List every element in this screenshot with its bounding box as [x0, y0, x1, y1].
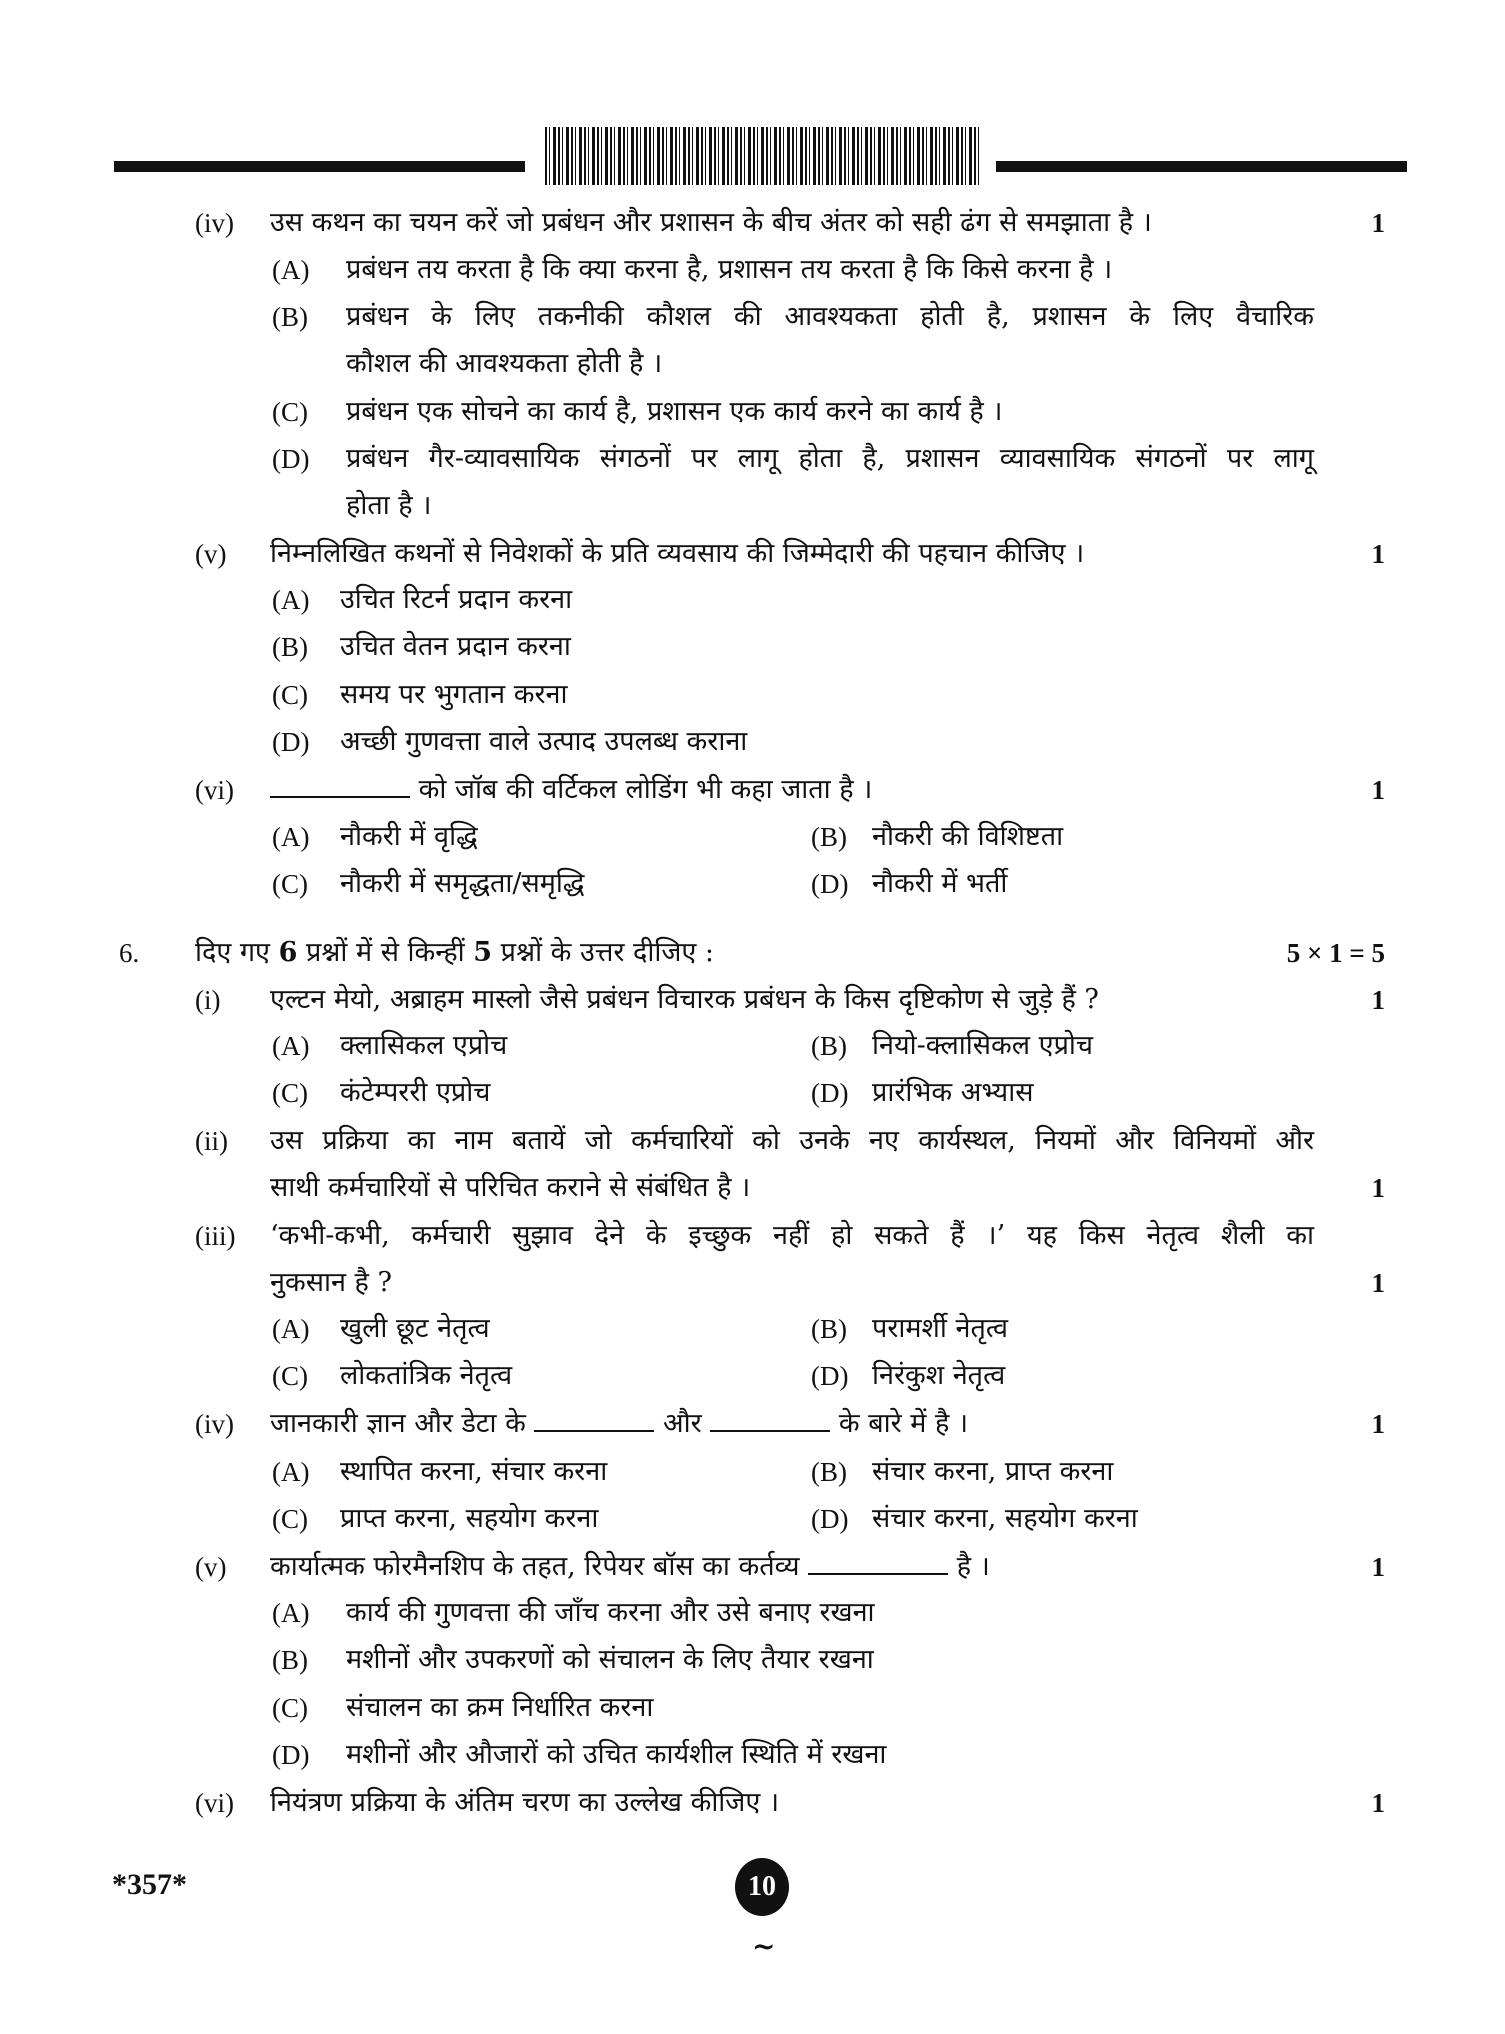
option-label: (D) [272, 1740, 310, 1770]
instruction-part: प्रश्नों के उत्तर दीजिए : [492, 937, 715, 968]
question-text [270, 1407, 968, 1441]
option-text: प्रबंधन एक सोचने का कार्य है, प्रशासन एक कार्य करने का कार्य है । [346, 396, 1003, 427]
bottom-mark: ~ [752, 1930, 776, 1963]
option-text-cont: कौशल की आवश्यकता होती है । [346, 348, 663, 379]
option-label: (D) [811, 1361, 849, 1391]
question-text: उस कथन का चयन करें जो प्रबंधन और प्रशासन के बीच अंतर को सही ढंग से समझाता है । [270, 207, 1152, 238]
option-text-cont: होता है । [346, 490, 432, 521]
option-label: (C) [272, 1078, 308, 1108]
question-number: (iii) [195, 1221, 236, 1251]
option-label: (A) [272, 1314, 310, 1344]
option-text: प्रबंधन के लिए तकनीकी कौशल की आवश्यकता होती है, प्रशासन के लिए वैचारिक [346, 301, 1314, 332]
option-text: परामर्शी नेतृत्व [872, 1313, 1008, 1344]
option-label: (A) [272, 822, 310, 852]
question-6-marks: 5 × 1 = 5 [1286, 938, 1385, 968]
instruction-count: 5 [473, 937, 493, 968]
question-text-part: को जॉब की वर्टिकल लोडिंग भी कहा जाता है । [418, 774, 873, 805]
question-marks: 1 [1371, 1173, 1385, 1203]
question-text-part: कार्यात्मक फोरमैनशिप के तहत, रिपेयर बॉस का कर्तव्य [270, 1551, 800, 1582]
question-text-part: है । [956, 1551, 990, 1582]
question-number: (i) [195, 985, 221, 1015]
option-text: संचार करना, प्राप्त करना [872, 1456, 1114, 1487]
question-text: एल्टन मेयो, अब्राहम मास्लो जैसे प्रबंधन विचारक प्रबंधन के किस दृष्टिकोण से जुड़े हैं ? [270, 984, 1099, 1015]
question-number: (v) [195, 1552, 227, 1582]
question-text-cont: नुकसान है ? [270, 1267, 392, 1298]
question-text-cont: साथी कर्मचारियों से परिचित कराने से संबंधित है । [270, 1172, 751, 1203]
option-label: (A) [272, 1598, 310, 1628]
question-marks: 1 [1371, 985, 1385, 1015]
question-text-part: के बारे में है । [838, 1408, 969, 1439]
paper-code: *357* [112, 1868, 187, 1901]
option-text: स्थापित करना, संचार करना [340, 1456, 608, 1487]
option-text: खुली छूट नेतृत्व [340, 1313, 490, 1344]
question-text: उस प्रक्रिया का नाम बतायें जो कर्मचारियों को उनके नए कार्यस्थल, नियमों और विनियमों और [270, 1125, 1314, 1156]
option-text: प्रारंभिक अभ्यास [872, 1077, 1034, 1108]
option-text: मशीनों और उपकरणों को संचालन के लिए तैयार रखना [346, 1644, 874, 1675]
instruction-count: 6 [278, 937, 298, 968]
option-label: (B) [272, 302, 308, 332]
option-text: कंटेम्पररी एप्रोच [340, 1077, 491, 1108]
header-rule-left [114, 161, 525, 172]
option-text: नौकरी की विशिष्टता [872, 821, 1064, 852]
option-label: (C) [272, 869, 308, 899]
option-text: संचालन का क्रम निर्धारित करना [346, 1692, 654, 1723]
instruction-part: प्रश्नों में से किन्हीं [297, 937, 474, 968]
option-label: (D) [272, 727, 310, 757]
fill-in-blank [710, 1408, 830, 1432]
option-text: प्रबंधन गैर-व्यावसायिक संगठनों पर लागू होता है, प्रशासन व्यावसायिक संगठनों पर लागू [346, 443, 1314, 474]
question-marks: 1 [1371, 1268, 1385, 1298]
question-number: (vi) [195, 775, 234, 805]
option-label: (B) [811, 1031, 847, 1061]
question-text-part: और [663, 1408, 702, 1439]
question-marks: 1 [1371, 1552, 1385, 1582]
question-text: निम्नलिखित कथनों से निवेशकों के प्रति व्यवसाय की जिम्मेदारी की पहचान कीजिए । [270, 538, 1085, 569]
option-label: (C) [272, 1504, 308, 1534]
option-label: (D) [272, 444, 310, 474]
option-label: (D) [811, 1078, 849, 1108]
question-marks: 1 [1371, 208, 1385, 238]
question-text [270, 773, 872, 807]
option-label: (B) [272, 632, 308, 662]
option-label: (B) [811, 1314, 847, 1344]
option-text: निरंकुश नेतृत्व [872, 1360, 1006, 1391]
option-label: (C) [272, 1361, 308, 1391]
option-text: नौकरी में भर्ती [872, 868, 1008, 899]
option-label: (C) [272, 680, 308, 710]
barcode [545, 127, 982, 185]
option-text: उचित वेतन प्रदान करना [340, 631, 571, 662]
option-text: अच्छी गुणवत्ता वाले उत्पाद उपलब्ध कराना [340, 726, 748, 757]
instruction-part: दिए गए [195, 937, 279, 968]
question-text [270, 1550, 990, 1584]
question-number: (v) [195, 539, 227, 569]
question-marks: 1 [1371, 1409, 1385, 1439]
question-6-instruction [195, 936, 714, 970]
option-label: (A) [272, 1457, 310, 1487]
option-label: (D) [811, 869, 849, 899]
fill-in-blank [808, 1551, 948, 1575]
question-number: (iv) [195, 208, 234, 238]
option-label: (A) [272, 255, 310, 285]
option-label: (A) [272, 585, 310, 615]
option-text: लोकतांत्रिक नेतृत्व [340, 1360, 513, 1391]
option-text: संचार करना, सहयोग करना [872, 1503, 1138, 1534]
option-text: समय पर भुगतान करना [340, 679, 568, 710]
option-text: नौकरी में समृद्धता/समृद्धि [340, 868, 585, 899]
option-label: (B) [811, 822, 847, 852]
option-text: मशीनों और औजारों को उचित कार्यशील स्थिति में रखना [346, 1739, 887, 1770]
question-marks: 1 [1371, 775, 1385, 805]
header-rule-right [996, 161, 1407, 172]
option-text: प्राप्त करना, सहयोग करना [340, 1503, 599, 1534]
option-label: (C) [272, 1693, 308, 1723]
question-text: ‘कभी-कभी, कर्मचारी सुझाव देने के इच्छुक नहीं हो सकते हैं ।’ यह किस नेतृत्व शैली का [270, 1220, 1314, 1251]
option-text: प्रबंधन तय करता है कि क्या करना है, प्रशासन तय करता है कि किसे करना है । [346, 254, 1113, 285]
option-label: (B) [272, 1645, 308, 1675]
option-text: नौकरी में वृद्धि [340, 821, 478, 852]
question-6-number: 6. [119, 938, 140, 968]
option-text: क्लासिकल एप्रोच [340, 1030, 508, 1061]
question-number: (iv) [195, 1409, 234, 1439]
question-text-part: जानकारी ज्ञान और डेटा के [270, 1408, 526, 1439]
question-marks: 1 [1371, 539, 1385, 569]
option-text: नियो-क्लासिकल एप्रोच [872, 1030, 1094, 1061]
option-label: (A) [272, 1031, 310, 1061]
option-text: उचित रिटर्न प्रदान करना [340, 584, 573, 615]
fill-in-blank [534, 1408, 654, 1432]
question-marks: 1 [1371, 1788, 1385, 1818]
question-number: (vi) [195, 1788, 234, 1818]
question-text: नियंत्रण प्रक्रिया के अंतिम चरण का उल्लेख कीजिए । [270, 1787, 780, 1818]
option-label: (C) [272, 397, 308, 427]
option-label: (D) [811, 1504, 849, 1534]
fill-in-blank [270, 774, 410, 798]
option-text: कार्य की गुणवत्ता की जाँच करना और उसे बनाए रखना [346, 1597, 875, 1628]
question-number: (ii) [195, 1126, 228, 1156]
page-number: 10 [735, 1858, 789, 1916]
option-label: (B) [811, 1457, 847, 1487]
